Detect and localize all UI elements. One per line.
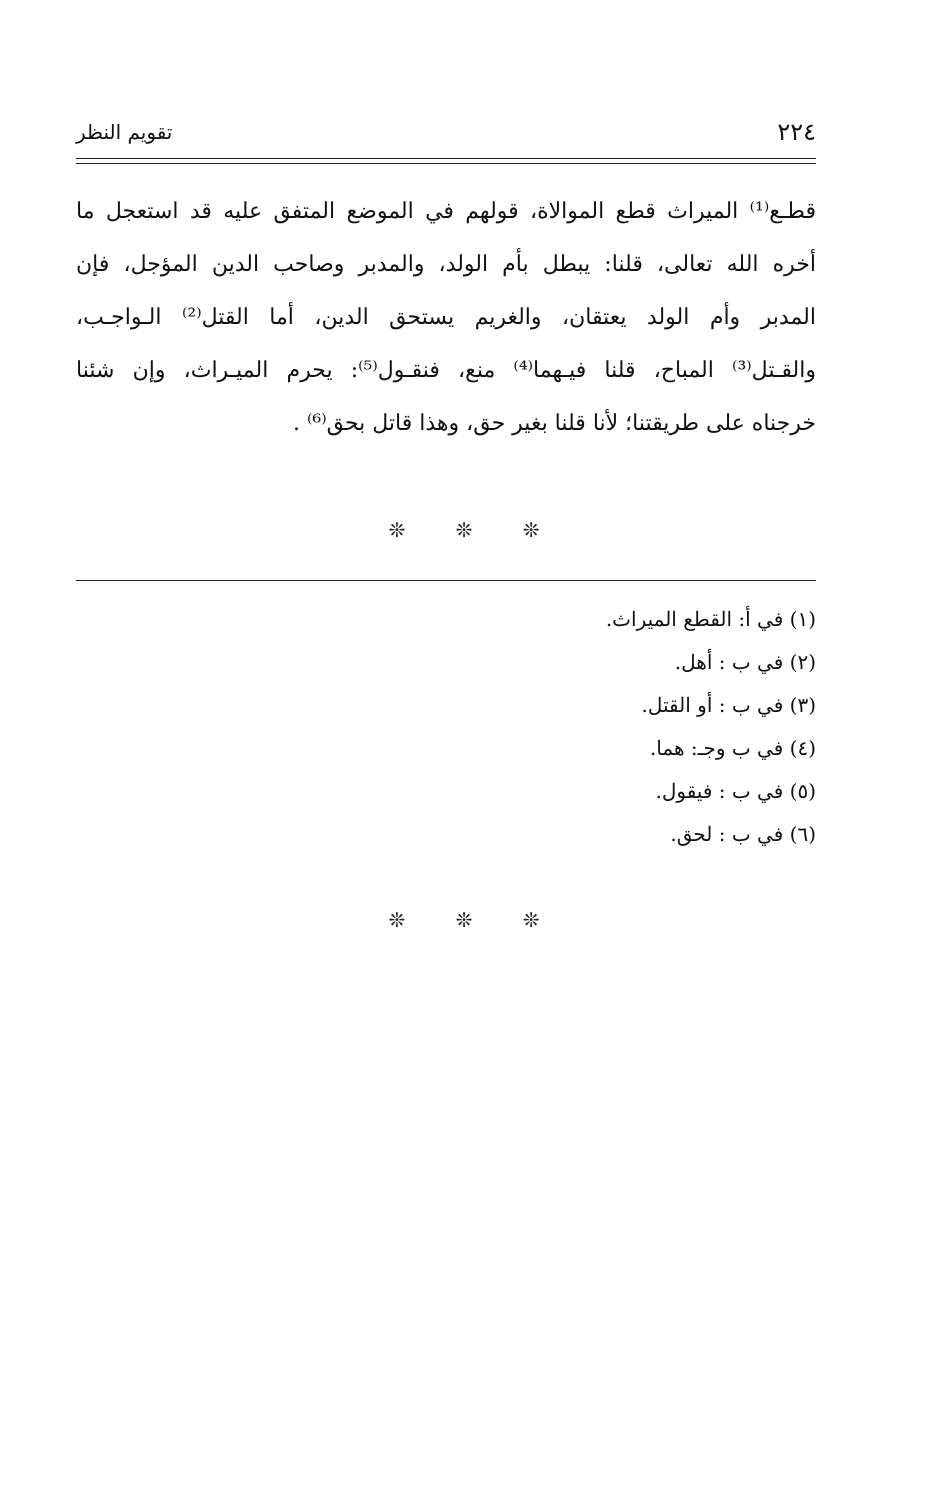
text-line: أخره الله تعالى، قلنا: يبطل بأم الولد، والمدبر وصاحب الدين المؤجل، فإن (76, 252, 816, 277)
footnote: (٦) في ب : لحق. (670, 822, 816, 846)
end-separator: ❊ ❊ ❊ (388, 908, 562, 932)
footnote: (١) في أ: القطع الميراث. (605, 607, 816, 631)
running-title: تقويم النظر (76, 120, 173, 144)
footnote: (٢) في ب : أهل. (674, 650, 816, 674)
header-rule-top (76, 158, 816, 159)
main-text (76, 185, 816, 450)
footnotes-list (316, 598, 816, 856)
footnote-rule (76, 580, 816, 581)
footnote: (٣) في ب : أو القتل. (641, 693, 816, 717)
page-header (76, 118, 816, 154)
page-number: ٢٢٤ (777, 118, 816, 146)
section-separator: ❊ ❊ ❊ (388, 518, 562, 542)
text-line: قطـع⁽¹⁾ الميراث قطع الموالاة، قولهم في الموضع المتفق عليه قد استعجل ما (76, 199, 816, 224)
footnote: (٥) في ب : فيقول. (655, 779, 816, 803)
header-rule-bottom (76, 163, 816, 164)
text-line: خرجناه على طريقتنا؛ لأنا قلنا بغير حق، وهذا قاتل بحق⁽⁶⁾ . (292, 411, 816, 436)
footnote: (٤) في ب وجـ: هما. (649, 736, 816, 760)
text-line: والقـتل⁽³⁾ المباح، قلنا فيـهما⁽⁴⁾ منع، فنقـول⁽⁵⁾: يحرم الميـراث، وإن شئنا (76, 358, 816, 383)
text-line: المدبر وأم الولد يعتقان، والغريم يستحق الدين، أما القتل⁽²⁾ الـواجـب، (76, 305, 816, 330)
